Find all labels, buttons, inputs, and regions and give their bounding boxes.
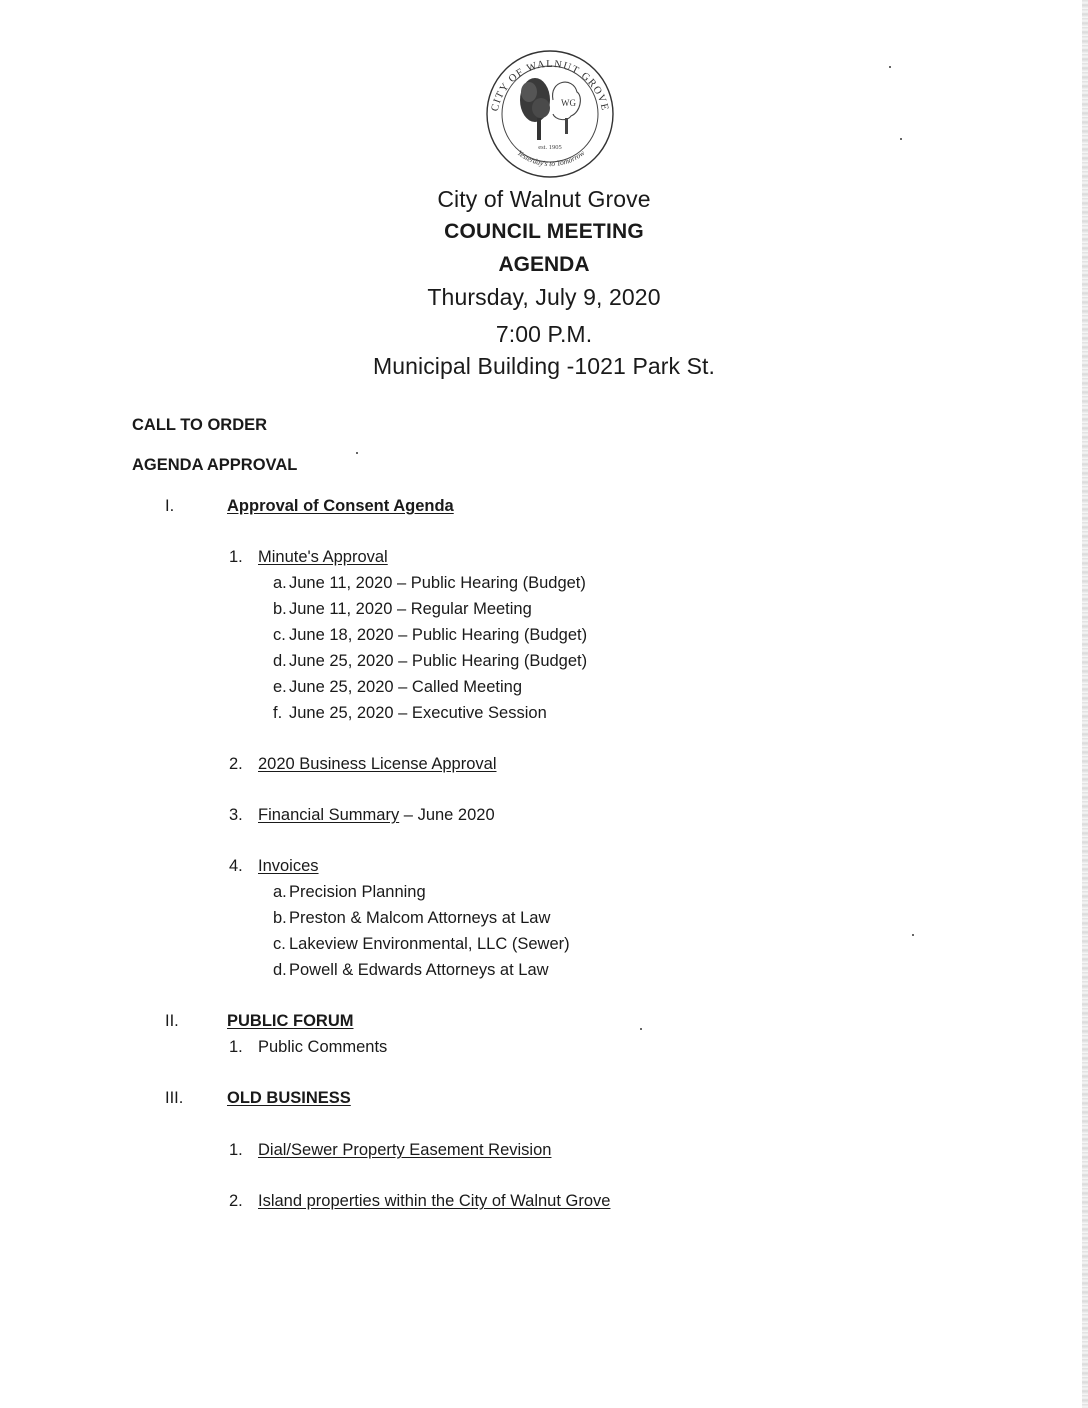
subitem-letter: d. <box>273 961 287 979</box>
subitem-letter: c. <box>273 935 286 953</box>
item-invoices: Invoices <box>258 857 319 875</box>
section-title-consent-agenda: Approval of Consent Agenda <box>227 497 454 515</box>
subitem-invoice: Lakeview Environmental, LLC (Sewer) <box>289 935 570 953</box>
subitem-letter: e. <box>273 678 287 696</box>
item-easement-revision: Dial/Sewer Property Easement Revision <box>258 1141 552 1159</box>
section-title-public-forum: PUBLIC FORUM <box>227 1012 354 1030</box>
subitem-letter: a. <box>273 883 287 901</box>
section-numeral: II. <box>165 1012 179 1030</box>
agenda-approval-heading: AGENDA APPROVAL <box>132 456 298 474</box>
scan-speck <box>889 66 891 68</box>
item-number: 1. <box>229 548 243 566</box>
section-numeral: III. <box>165 1089 184 1107</box>
section-title-old-business: OLD BUSINESS <box>227 1089 351 1107</box>
scan-speck <box>356 452 358 454</box>
item-number: 4. <box>229 857 243 875</box>
call-to-order-heading: CALL TO ORDER <box>132 416 268 434</box>
subitem-letter: a. <box>273 574 287 592</box>
tree-icon <box>520 78 580 140</box>
subitem-minutes: June 18, 2020 – Public Hearing (Budget) <box>289 626 588 644</box>
seal-ring-text: CITY OF WALNUT GROVE <box>489 58 611 113</box>
seal-monogram: WG <box>561 98 576 108</box>
seal-motto: Yesterday's to Tomorrow <box>515 148 587 169</box>
item-number: 2. <box>229 755 243 773</box>
subitem-invoice: Precision Planning <box>289 883 426 901</box>
item-number: 1. <box>229 1141 243 1159</box>
item-business-license: 2020 Business License Approval <box>258 755 497 773</box>
city-name: City of Walnut Grove <box>437 186 651 212</box>
scan-speck <box>640 1028 642 1030</box>
financial-summary-period: – June 2020 <box>399 806 495 824</box>
item-island-properties: Island properties within the City of Walnut Grove <box>258 1192 611 1210</box>
subitem-minutes: June 11, 2020 – Regular Meeting <box>289 600 532 618</box>
item-number: 3. <box>229 806 243 824</box>
subitem-letter: f. <box>273 704 283 722</box>
subitem-letter: b. <box>273 600 287 618</box>
item-financial-summary <box>258 806 495 825</box>
agenda-title: AGENDA <box>498 253 590 276</box>
subitem-minutes: June 25, 2020 – Called Meeting <box>289 678 522 696</box>
item-public-comments: Public Comments <box>258 1038 388 1056</box>
item-number: 1. <box>229 1038 243 1056</box>
item-minutes-approval: Minute's Approval <box>258 548 388 566</box>
scan-speck <box>912 934 914 936</box>
seal-established: est. 1905 <box>538 144 562 151</box>
subitem-minutes: June 11, 2020 – Public Hearing (Budget) <box>289 574 586 592</box>
subitem-invoice: Preston & Malcom Attorneys at Law <box>289 909 551 927</box>
subitem-letter: c. <box>273 626 286 644</box>
section-numeral: I. <box>165 497 175 515</box>
subitem-invoice: Powell & Edwards Attorneys at Law <box>289 961 549 979</box>
subitem-letter: b. <box>273 909 287 927</box>
meeting-date: Thursday, July 9, 2020 <box>427 284 661 310</box>
meeting-title: COUNCIL MEETING <box>444 220 644 243</box>
subitem-minutes: June 25, 2020 – Executive Session <box>289 704 547 722</box>
item-number: 2. <box>229 1192 243 1210</box>
subitem-letter: d. <box>273 652 287 670</box>
financial-summary-label: Financial Summary <box>258 806 400 824</box>
meeting-time: 7:00 P.M. <box>495 321 593 347</box>
scan-speck <box>900 138 902 140</box>
city-seal <box>475 48 625 178</box>
subitem-minutes: June 25, 2020 – Public Hearing (Budget) <box>289 652 588 670</box>
meeting-location: Municipal Building -1021 Park St. <box>372 353 716 379</box>
